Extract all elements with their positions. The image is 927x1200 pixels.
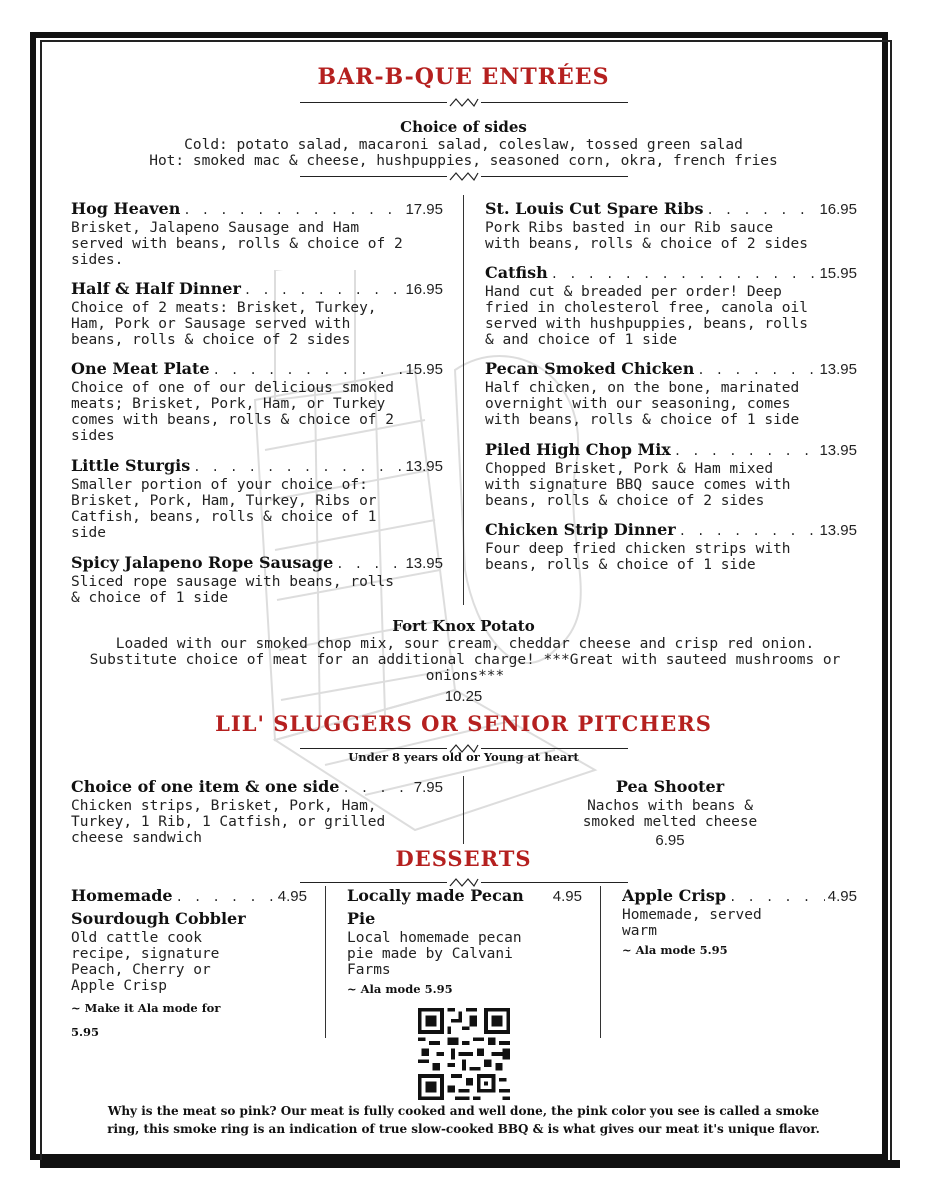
item-name: One Meat Plate — [71, 359, 210, 378]
menu-item — [485, 199, 857, 252]
item-price: 13.95 — [819, 442, 857, 459]
menu-item — [570, 777, 770, 849]
menu-item — [485, 440, 857, 509]
item-price: 13.95 — [405, 555, 443, 572]
item-name: Hog Heaven — [71, 199, 181, 218]
fort-knox-name: Fort Knox Potato — [392, 617, 535, 635]
item-description: Smaller portion of your choice of: Brisket, Pork, Ham, Turkey, Ribs or Catfish, beans, rolls & choice of 1 side — [71, 477, 377, 541]
item-price: 4.95 — [827, 888, 857, 905]
kids-section-title: LIL' SLUGGERS OR SENIOR PITCHERS — [215, 711, 712, 736]
item-description: Old cattle cook recipe, signature Peach, Cherry or Apple Crisp — [71, 930, 220, 994]
desserts-section-title: DESSERTS — [395, 846, 532, 871]
item-description: Four deep fried chicken strips with beans, rolls & choice of 1 side — [485, 541, 791, 573]
desserts-divider-left — [325, 886, 326, 1038]
item-price: 6.95 — [655, 832, 685, 849]
item-name: Choice of one item & one side — [71, 777, 340, 796]
item-name: Piled High Chop Mix — [485, 440, 671, 459]
item-description: Hand cut & breaded per order! Deep fried in cholesterol free, canola oil served with hushpuppies, beans, rolls & and choice of 1 side — [485, 284, 809, 348]
menu-item — [71, 777, 443, 846]
item-description: Homemade, served warm — [622, 907, 762, 939]
dessert-item — [71, 886, 307, 1044]
menu-item — [71, 553, 443, 606]
item-description: Nachos with beans & smoked melted cheese — [582, 798, 758, 830]
item-description: Choice of 2 meats: Brisket, Turkey, Ham, Pork or Sausage served with beans, rolls & choice of 2 sides — [71, 300, 377, 348]
kids-column-divider — [463, 776, 464, 844]
item-name: Spicy Jalapeno Rope Sausage — [71, 553, 334, 572]
item-name: Pea Shooter — [615, 777, 725, 796]
item-name: Catfish — [485, 263, 548, 282]
item-price: 15.95 — [405, 361, 443, 378]
item-description: Pork Ribs basted in our Rib sauce with beans, rolls & choice of 2 sides — [485, 220, 809, 252]
item-price: 15.95 — [819, 265, 857, 282]
sides-cold: Cold: potato salad, macaroni salad, coleslaw, tossed green salad — [184, 137, 743, 153]
item-description: Chopped Brisket, Pork & Ham mixed with signature BBQ sauce comes with beans, rolls & choice of 2 sides — [485, 461, 791, 509]
item-description: Local homemade pecan pie made by Calvani Farms — [347, 930, 522, 978]
item-price: 17.95 — [405, 201, 443, 218]
item-price: 4.95 — [552, 888, 582, 905]
item-name: Chicken Strip Dinner — [485, 520, 676, 539]
item-name: Little Sturgis — [71, 456, 191, 475]
menu-item — [485, 520, 857, 573]
sides-divider — [300, 171, 628, 183]
ala-mode-note: ~ Ala mode 5.95 — [622, 943, 728, 957]
item-description: Sliced rope sausage with beans, rolls & choice of 1 side — [71, 574, 395, 606]
dessert-item — [347, 886, 582, 996]
kids-subtitle: Under 8 years old or Young at heart — [348, 750, 579, 764]
fort-knox-description: Loaded with our smoked chop mix, sour cream, cheddar cheese and crisp red onion. Substitute choice of meat for an additional charge! ***Great with sauteed mushrooms or onions*** — [89, 636, 841, 684]
item-description: Half chicken, on the bone, marinated overnight with our seasoning, comes with beans, rolls & choice of 1 side — [485, 380, 800, 428]
item-name: Pecan Smoked Chicken — [485, 359, 695, 378]
item-price: 4.95 — [277, 888, 307, 905]
menu-item — [71, 279, 443, 348]
item-price: 7.95 — [413, 779, 443, 796]
column-divider — [463, 195, 464, 605]
bbq-section-title: BAR-B-QUE ENTRÉES — [317, 64, 610, 90]
qr-code[interactable] — [416, 1008, 512, 1100]
item-description: Choice of one of our delicious smoked meats; Brisket, Pork, Ham, or Turkey comes with beans, rolls & choice of 2 sides — [71, 380, 395, 444]
item-price: 13.95 — [405, 458, 443, 475]
dessert-item — [622, 886, 857, 957]
item-name-continued: Sourdough Cobbler — [71, 909, 246, 928]
item-description: Brisket, Jalapeno Sausage and Ham served with beans, rolls & choice of 2 sides. — [71, 220, 403, 268]
item-price: 16.95 — [819, 201, 857, 218]
item-price: 13.95 — [819, 522, 857, 539]
title-divider — [300, 97, 628, 109]
menu-border-bottom-bar — [40, 1160, 900, 1168]
item-name: St. Louis Cut Spare Ribs — [485, 199, 704, 218]
item-price: 16.95 — [405, 281, 443, 298]
item-name: Apple Crisp — [622, 886, 727, 905]
item-price: 13.95 — [819, 361, 857, 378]
fort-knox-price: 10.25 — [444, 688, 483, 705]
menu-item — [71, 199, 443, 268]
menu-item — [485, 359, 857, 428]
menu-item — [485, 263, 857, 348]
menu-item — [71, 359, 443, 444]
desserts-divider-right — [600, 886, 601, 1038]
sides-title: Choice of sides — [400, 118, 527, 136]
item-name: Homemade — [71, 886, 173, 905]
ala-mode-note: ~ Make it Ala mode for 5.95 — [71, 1001, 221, 1039]
sides-hot: Hot: smoked mac & cheese, hushpuppies, seasoned corn, okra, french fries — [149, 153, 778, 169]
item-description: Chicken strips, Brisket, Pork, Ham, Turkey, 1 Rib, 1 Catfish, or grilled cheese sandwich — [71, 798, 386, 846]
menu-item — [71, 456, 443, 541]
item-name: Locally made Pecan — [347, 886, 524, 905]
smoke-ring-note: Why is the meat so pink? Our meat is fully cooked and well done, the pink color you see is called a smoke ring, this smoke ring is an indication of true slow-cooked BBQ & is what gives our meat it's unique flavor. — [107, 1104, 820, 1136]
item-name: Half & Half Dinner — [71, 279, 241, 298]
ala-mode-note: ~ Ala mode 5.95 — [347, 982, 453, 996]
item-name-continued: Pie — [347, 909, 376, 928]
